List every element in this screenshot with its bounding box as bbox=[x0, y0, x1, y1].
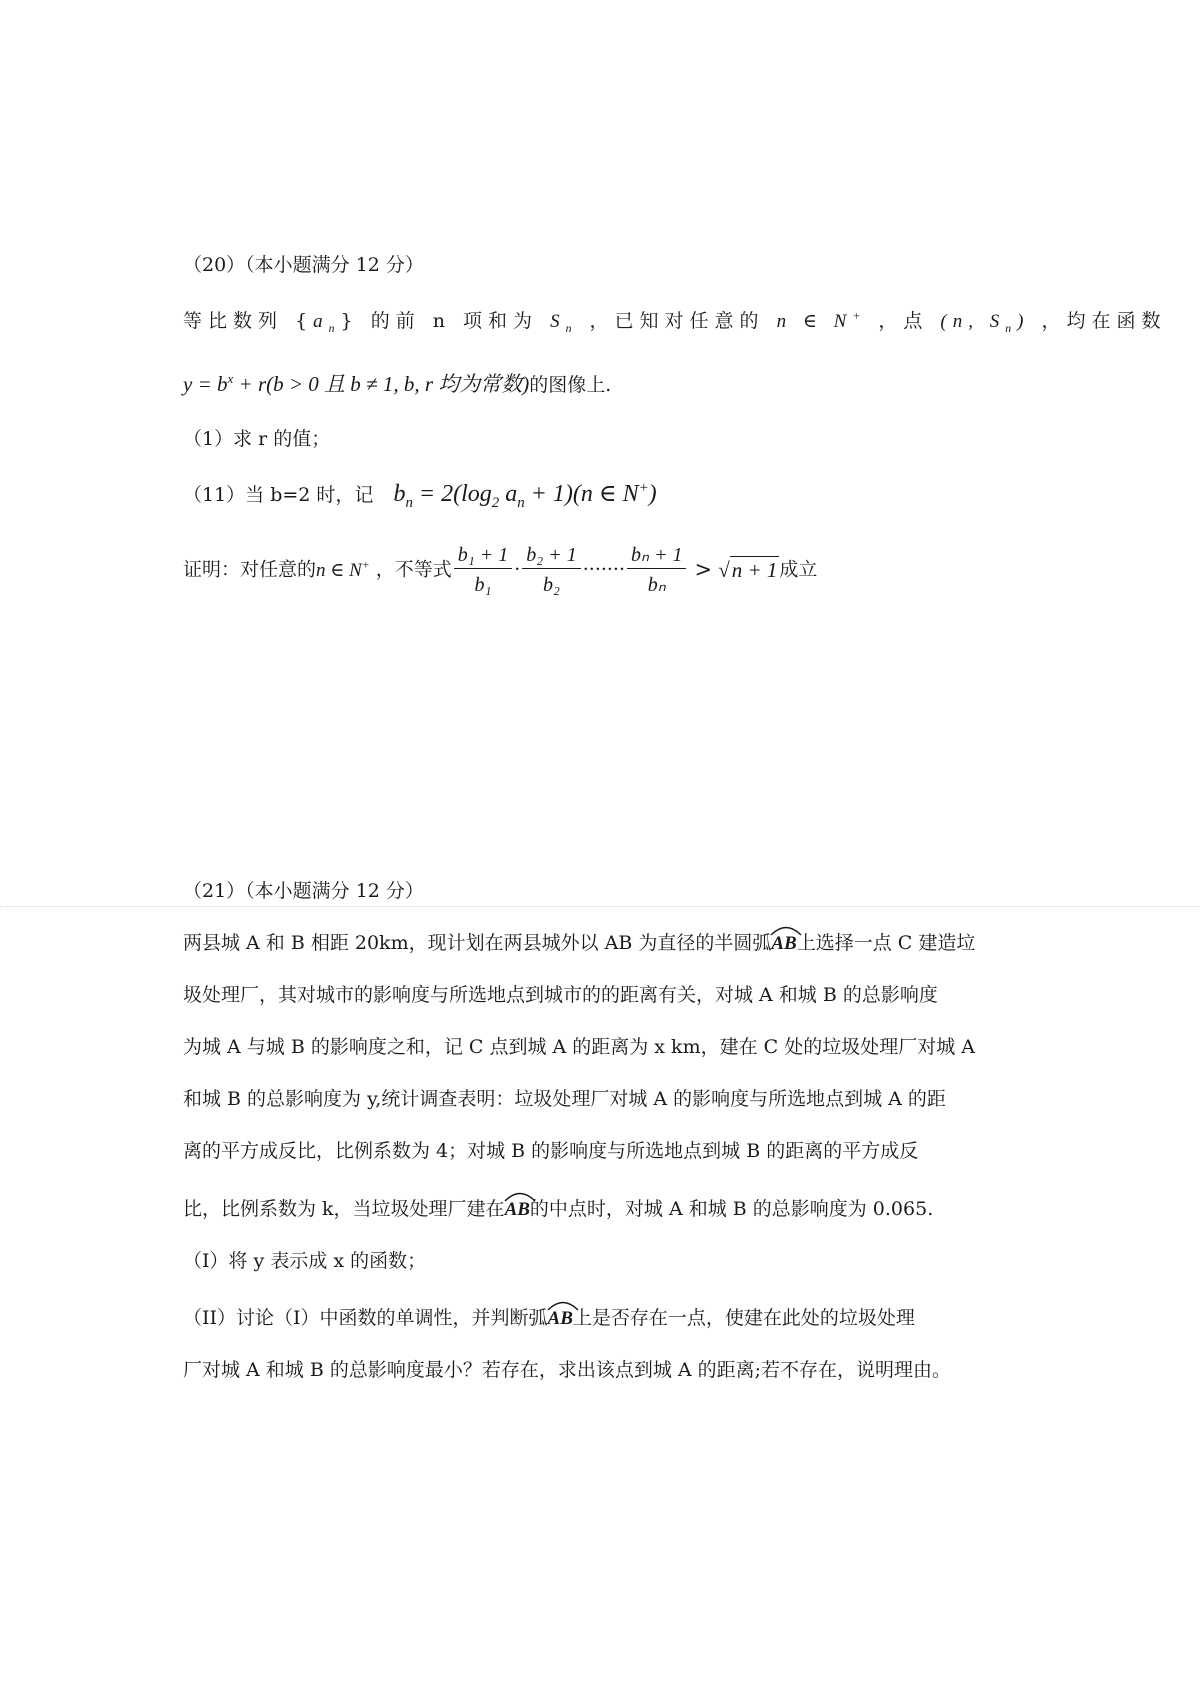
q20-line1-dot: ，点 bbox=[878, 310, 929, 332]
arc-AB-label: AB bbox=[771, 934, 796, 953]
q21-line2: 圾处理厂，其对城市的影响度与所选地点到城市的的距离有关，对城 A 和城 B 的总影响度 bbox=[183, 984, 938, 1006]
q20-part2 bbox=[183, 480, 657, 511]
greater-than: > bbox=[694, 557, 713, 582]
q20-n-in-N: n ∈ N+ bbox=[776, 309, 867, 332]
q20-line2 bbox=[183, 371, 612, 396]
q21-line3: 为城 A 与城 B 的影响度之和，记 C 点到城 A 的距离为 x km，建在 C 处的垃圾处理厂对城 A bbox=[183, 1036, 975, 1058]
q21-line5: 离的平方成反比，比例系数为 4；对城 B 的影响度与所选地点到城 B 的距离的平方成反 bbox=[183, 1140, 919, 1162]
q20-line1-mid: 的前 n 项和为 bbox=[370, 310, 539, 332]
q20-part1: （1）求 r 的值； bbox=[183, 428, 331, 450]
fraction-1: $\frac{\text{b₁ + 1}}{\text{b₁}}$ bbox=[454, 545, 512, 595]
page-divider bbox=[0, 906, 1200, 907]
arc-AB-label: AB bbox=[548, 1309, 573, 1328]
q21-line1: 两县城 A 和 B 相距 20km，现计划在两县城外以 AB 为直径的半圆弧 AB上选择一点 C 建造垃 bbox=[183, 934, 975, 953]
arc-AB-label: AB bbox=[505, 1200, 530, 1219]
q20-proof-mid: ，不等式 bbox=[375, 558, 452, 581]
q20-function-formula: $y = b^x + r(b > 0$ 且 b ≠ 1, b, r 均为常数) bbox=[183, 371, 530, 396]
q21-header: （21）（本小题满分 12 分） bbox=[183, 880, 424, 902]
q20-S-term: $S_n$ bbox=[550, 311, 578, 335]
q20-proof-prefix: 证明：对任意的 bbox=[183, 558, 317, 581]
q20-point: (n, $S_n$) bbox=[940, 311, 1030, 335]
q20-a-term: $a_n$ bbox=[313, 311, 341, 335]
q20-line1-prefix: 等比数列 bbox=[183, 310, 284, 332]
q21-part2-line2: 厂对城 A 和城 B 的总影响度最小？若存在，求出该点到城 A 的距离;若不存在，说明理由。 bbox=[183, 1359, 952, 1381]
q20-brace-open: { bbox=[295, 310, 314, 332]
q20-line2-end: 的图像上. bbox=[529, 374, 612, 396]
q21-line4: 和城 B 的总影响度为 y,统计调查表明：垃圾处理厂对城 A 的影响度与所选地点到城 A 的距 bbox=[183, 1088, 946, 1110]
q20-part2-prefix: （11）当 b=2 时，记 bbox=[183, 484, 374, 506]
q20-line1-comma: ，已知对任意的 bbox=[589, 310, 765, 332]
q20-proof-n-in-N: n ∈ N+ bbox=[316, 558, 370, 581]
q20-line1 bbox=[183, 309, 1167, 335]
q20-proof: 证明：对任意的n ∈ N+ ，不等式 $\frac{\text{b₁ + 1}}{\text{b₁}}$ · $\frac{\text{b₂ + 1}}{\text{b₂}}$ ······· $\frac{\text{bₙ + 1}}{\text{bₙ}}$ > √n + 1 成立 bbox=[183, 544, 818, 596]
q21-part1: （I）将 y 表示成 x 的函数； bbox=[183, 1250, 427, 1272]
q20-header: （20）（本小题满分 12 分） bbox=[183, 254, 424, 276]
sqrt-expression: √n + 1 bbox=[718, 557, 778, 582]
product-dots: ······· bbox=[582, 558, 626, 581]
fraction-n: $\frac{\text{bₙ + 1}}{\text{bₙ}}$ bbox=[627, 545, 686, 595]
q20-brace-close: } bbox=[340, 310, 359, 332]
q20-line1-end: ，均在函数 bbox=[1041, 310, 1167, 332]
q20-bn-formula: $b_n = 2(\log_2$ $a_n + 1)(n$ ∈ N+) bbox=[393, 480, 657, 511]
q21-part2-line1: （II）讨论（I）中函数的单调性，并判断弧 AB上是否存在一点，使建在此处的垃圾处理 bbox=[183, 1309, 915, 1328]
q20-proof-end: 成立 bbox=[779, 558, 818, 581]
q21-line6: 比，比例系数为 k，当垃圾处理厂建在 AB的中点时，对城 A 和城 B 的总影响度为 0.065. bbox=[183, 1200, 933, 1219]
fraction-2: $\frac{\text{b₂ + 1}}{\text{b₂}}$ bbox=[522, 545, 580, 595]
